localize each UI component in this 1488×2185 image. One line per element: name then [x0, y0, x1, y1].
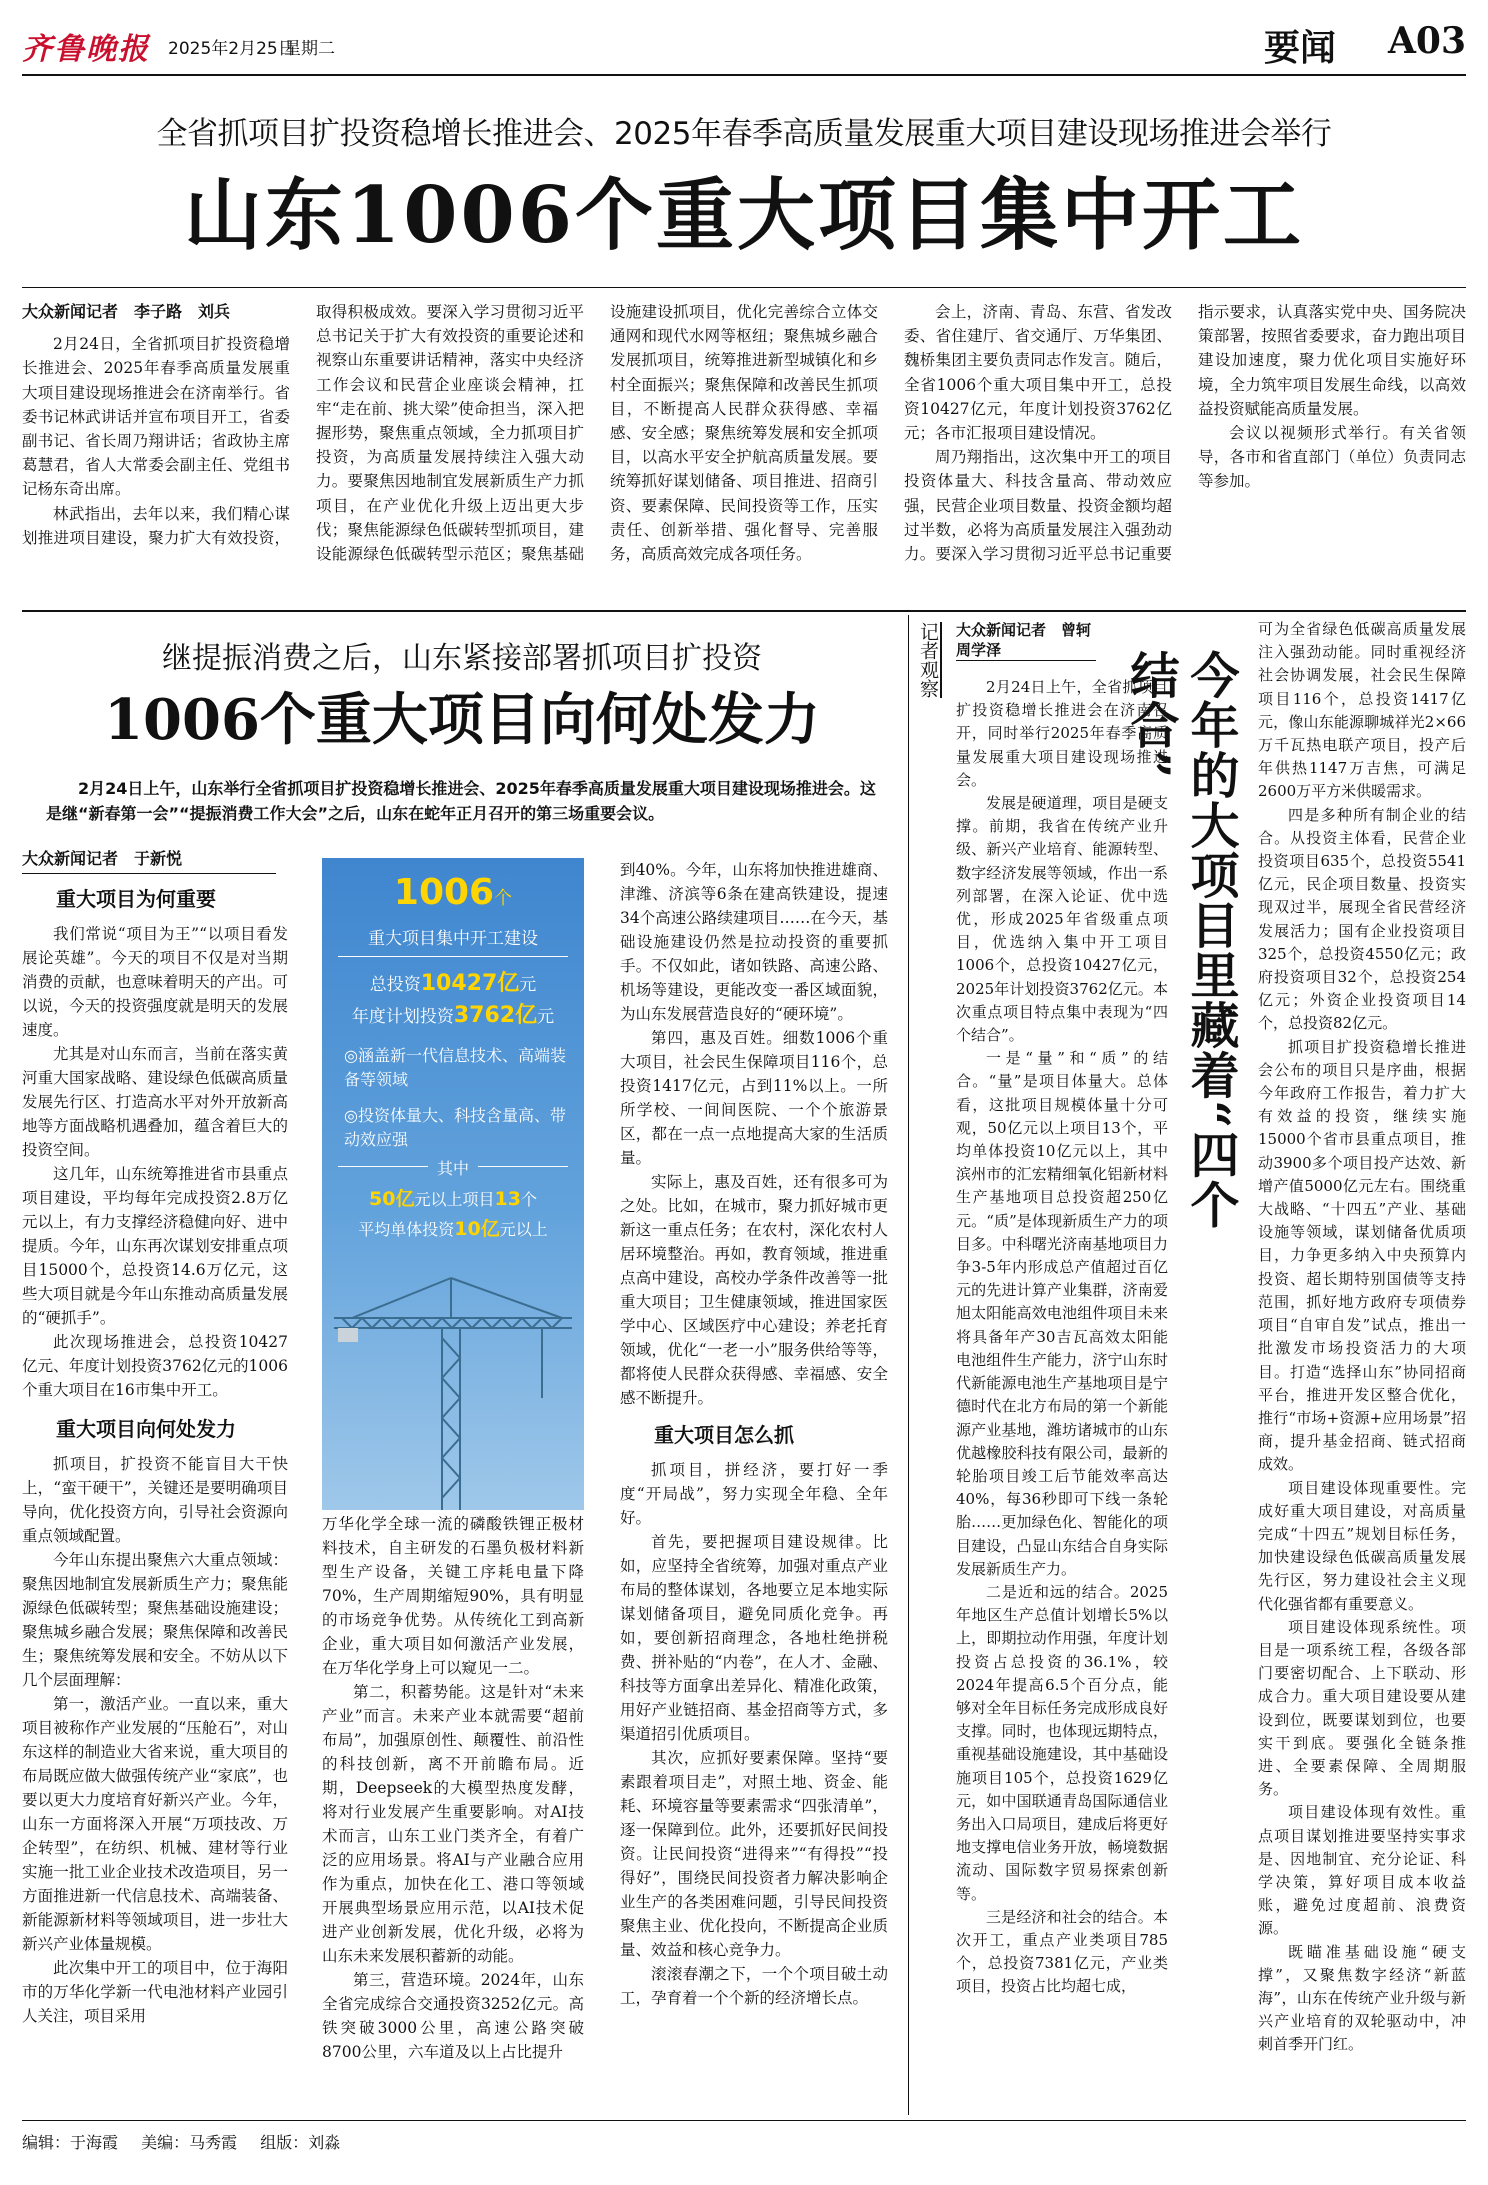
- feature-paragraph: 尤其是对山东而言，当前在落实黄河重大国家战略、建设绿色低碳高质量发展先行区、打造高水平对外开放新高地等方面战略机遇叠加，蕴含着巨大的投资空间。: [22, 1045, 288, 1159]
- sidebar-paragraph: 项目建设体现重要性。完成好重大项目建设，对高质量完成“十四五”规划目标任务，加快建设绿色低碳高质量发展先行区，努力建设社会主义现代化强省都有重要意义。: [1258, 1478, 1466, 1613]
- feature-paragraph: 这几年，山东统筹推进省市县重点项目建设，平均每年完成投资2.8万亿元以上，有力支撑经济稳健向好、进中提质。今年，山东再次谋划安排重点项目15000个，总投资14.6万亿元，这些大项目就是今年山东推动高质量发展的“硬抓手”。: [22, 1165, 288, 1327]
- lead-byline: 大众新闻记者 李子路 刘兵: [22, 302, 231, 321]
- feature-subhead: 重大项目为何重要: [56, 887, 216, 911]
- sidebar-paragraph: 2月24日上午，全省抓项目扩投资稳增长推进会在济南召开，同时举行2025年春季高质量发展重大项目建设现场推进会。: [956, 678, 1168, 789]
- annual-investment-prefix: 年度计划投资: [351, 1007, 454, 1027]
- feature-paragraph: 此次集中开工的项目中，位于海阳市的万华化学新一代电池材料产业园引人关注，项目采用: [22, 1959, 288, 2025]
- feature-paragraph: 第三，营造环境。2024年，山东全省完成综合交通投资3252亿元。高铁突破3000公里，高速公路突破8700公里，六车道及以上占比提升: [322, 1971, 584, 2061]
- footer-art: 美编：马秀霞: [141, 2133, 238, 2152]
- large-project-count: 13: [494, 1188, 521, 1210]
- sidebar-column-1: [956, 676, 1168, 2112]
- feature-column-1: [22, 880, 288, 2110]
- feature-paragraph: 第四，惠及百姓。细数1006个重大项目，社会民生保障项目116个，总投资1417亿元，占到11%以上。一所所学校、一间间医院、一个个旅游景区，都在一点一点地提高大家的生活质量。: [620, 1029, 888, 1167]
- feature-paragraph: 我们常说“项目为王”“以项目看发展论英雄”。今天的项目不仅是对当期消费的贡献，也意味着明天的产出。可以说，今天的投资强度就是明天的发展速度。: [22, 925, 288, 1039]
- feature-paragraph: 第一，激活产业。一直以来，重大项目被称作产业发展的“压舱石”，对山东这样的制造业大省来说，重大项目的布局既应做大做强传统产业“家底”，也要以更大力度培育好新兴产业。今年，山东一方面将深入开展“万项技改、万企转型”，在纺织、机械、建材等行业实施一批工业企业技术改造项目，另一方面推进新一代信息技术、高端装备、新能源新材料等领域项目，进一步壮大新兴产业体量规模。: [22, 1695, 288, 1953]
- total-investment-value: 10427亿: [420, 971, 520, 996]
- total-investment-prefix: 总投资: [369, 975, 421, 995]
- feature-column-2: [322, 1512, 584, 2112]
- sidebar-paragraph: 项目建设体现系统性。项目是一项系统工程，各级各部门要密切配合、上下联动、形成合力。重大项目建设要从建设到位，既要谋划到位，也要实干到底。要强化全链条推进、全要素保障、全周期服务。: [1258, 1617, 1466, 1799]
- masthead: [22, 14, 1466, 76]
- sidebar-paragraph: 抓项目扩投资稳增长推进会公布的项目只是序曲，根据今年政府工作报告，着力扩大有效益的投资，继续实施15000个省市县重点项目，推动3900多个项目投产达效、新增产值5000亿元左右。围绕重大战略、“十四五”产业、基础设施等领域，谋划储备优质项目，力争更多纳入中央预算内投资、超长期特别国债等支持范围，抓好地方政府专项债券项目“自审自发”试点，推出一批激发市场投资活力的大项目。打造“选择山东”协同招商平台，推进开发区整合优化，推行“市场+资源+应用场景”招商，提升基金招商、链式招商成效。: [1258, 1037, 1466, 1474]
- sidebar-paragraph: 可为全省绿色低碳高质量发展注入强劲动能。同时重视经济社会协调发展，社会民生保障项目116个，总投资1417亿元，像山东能源聊城祥光2×66万千瓦热电联产项目，投产后年供热1147万吉焦，可满足2600万平方米供暖需求。: [1258, 620, 1466, 801]
- feature-paragraph: 此次现场推进会，总投资10427亿元、年度计划投资3762亿元的1006个重大项目在16市集中开工。: [22, 1333, 288, 1399]
- lead-paragraph: 2月24日，全省抓项目扩投资稳增长推进会、2025年春季高质量发展重大项目建设现场推进会在济南举行。省委书记林武讲话并宣布项目开工，省委副书记、省长周乃翔讲话；省政协主席葛慧君，省人大常委会副主任、党组书记杨东奇出席。: [22, 335, 290, 499]
- issue-date: 2025年2月25日: [168, 39, 295, 59]
- sidebar-headline: 今年的大项目里藏着“四个结合”: [1123, 650, 1241, 1230]
- infobox-bullet: ◎涵盖新一代信息技术、高端装备等领域: [344, 1046, 566, 1089]
- sidebar-byline: 大众新闻记者 曾轲 周学泽: [956, 621, 1107, 659]
- sidebar-paragraph: 三是经济和社会的结合。本次开工，重点产业类项目785个，总投资7381亿元，产业类项目，投资占比均超七成，: [956, 1907, 1168, 1996]
- large-project-text: 元以上项目: [414, 1190, 495, 1209]
- annual-investment-unit: 元: [537, 1007, 555, 1027]
- project-count-label: 重大项目集中开工建设: [368, 929, 538, 949]
- newspaper-logo: 齐鲁晚报: [22, 32, 150, 67]
- large-project-threshold: 50亿: [369, 1188, 415, 1210]
- infographic-panel: [322, 858, 584, 1510]
- feature-paragraph: 到40%。今年，山东将加快推进雄商、津潍、济滨等6条在建高铁建设，提速34个高速公路续建项目……在今天，基础设施建设仍然是拉动投资的重要抓手。不仅如此，诸如铁路、高速公路、机场等建设，更能改变一番区域面貌，为山东发展营造良好的“硬环境”。: [620, 861, 888, 1023]
- feature-paragraph: 抓项目，拼经济，要打好一季度“开局战”，努力实现全年稳、全年好。: [620, 1461, 888, 1527]
- footer-layout: 组版：刘淼: [260, 2133, 341, 2152]
- lead-paragraph: 林武指出，去年以来，我们精心谋划推进项目建设，聚力扩大有效投资，取得积极成效。要深入学习贯彻习近平总书记关于扩大有效投资的重要论述和视察山东重要讲话精神，落实中央经济工作会议和民营企业座谈会精神，扛牢“走在前、挑大梁”使命担当，深入把握形势，聚焦重点领域，全力抓项目扩投资，为高质量发展持续注入强大动力。要聚焦因地制宜发展新质生产力抓项目，在产业优化升级上迈出更大步伐；聚焦能源绿色低碳转型抓项目，建设能源绿色低碳转型示范区；聚焦基础设施建设抓项目，优化完善综合立体交通网和现代水网等枢纽；聚焦城乡融合发展抓项目，统筹推进新型城镇化和乡村全面振兴；聚焦保障和改善民生抓项目，不断提高人民群众获得感、幸福感、安全感；聚焦统筹发展和安全抓项目，以高水平安全护航高质量发展。要统筹抓好谋划储备、项目推进、招商引资、要素保障、民间投资等工作，压实责任、创新举措、强化督导、完善服务，高质高效完成各项任务。: [22, 303, 878, 564]
- lead-paragraph: 会上，济南、青岛、东营、省发改委、省住建厅、省交通厅、万华集团、魏桥集团主要负责同志作发言。随后，全省1006个重大项目集中开工，总投资10427亿元，年度计划投资3762亿元；各市汇报项目建设情况。: [904, 303, 1172, 443]
- feature-byline: 大众新闻记者 于新悦: [22, 846, 276, 874]
- avg-investment-unit: 元以上: [499, 1220, 548, 1239]
- total-investment-unit: 元: [519, 975, 537, 995]
- feature-paragraph: 滚滚春潮之下，一个个项目破土动工，孕育着一个个新的经济增长点。: [620, 1965, 888, 2007]
- feature-kicker: 继提振消费之后，山东紧接部署抓项目扩投资: [162, 641, 762, 676]
- lead-paragraph: 周乃翔指出，这次集中开工的项目投资体量大、科技含量高、带动效应强，民营企业项目数量、投资金额均超过半数，必将为高质量发展注入强劲动力。要深入学习贯彻习近平总书记重要指示要求，认真落实党中央、国务院决策部署，按照省委要求，奋力跑出项目建设加速度，聚力优化项目实施好环境，全力筑牢项目发展生命线，以高效益投资赋能高质量发展。: [904, 303, 1466, 564]
- footer-rule: [22, 2120, 1466, 2121]
- page-number: A03: [1387, 20, 1466, 62]
- footer-credits: [22, 2130, 340, 2153]
- feature-paragraph: 今年山东提出聚焦六大重点领域：聚焦因地制宜发展新质生产力；聚焦能源绿色低碳转型；聚焦基础设施建设；聚焦城乡融合发展；聚焦保障和改善民生；聚焦统筹发展和安全。不妨从以下几个层面理解：: [22, 1551, 288, 1689]
- avg-investment-text: 平均单体投资: [358, 1220, 455, 1239]
- feature-paragraph: 实际上，惠及百姓，还有很多可为之处。比如，在城市，聚力抓好城市更新这一重点任务；在农村，深化农村人居环境整治。再如，教育领域，推进重点高中建设，高校办学条件改善等一批重大项目；卫生健康领域，推进国家医学中心、区域医疗中心建设；养老托育领域，优化“一老一小”服务供给等等，都将使人民群众获得感、幸福感、安全感不断提升。: [620, 1173, 888, 1407]
- feature-paragraph: 抓项目，扩投资不能盲目大干快上，“蛮干硬干”，关键还是要明确项目导向，优化投资方向，引导社会资源向重点领域配置。: [22, 1455, 288, 1545]
- feature-paragraph: 首先，要把握项目建设规律。比如，应坚持全省统筹，加强对重点产业布局的整体谋划，各地要立足本地实际谋划储备项目，避免同质化竞争。再如，要创新招商理念，各地杜绝拼税费、拼补贴的“内卷”，在人才、金融、科技等方面拿出差异化、精准化政策，用好产业链招商、基金招商等方式，多渠道招引优质项目。: [620, 1533, 888, 1743]
- sidebar-paragraph: 既瞄准基础设施“硬支撑”，又聚焦数字经济“新蓝海”，山东在传统产业升级与新兴产业培育的双轮驱动中，冲刺首季开门红。: [1258, 1942, 1466, 2054]
- lead-paragraph: 会议以视频形式举行。有关省领导，各市和省直部门（单位）负责同志等参加。: [1198, 424, 1466, 491]
- lead-kicker: 全省抓项目扩投资稳增长推进会、2025年春季高质量发展重大项目建设现场推进会举行: [156, 116, 1332, 152]
- sidebar-column-2: [1258, 618, 1466, 2112]
- feature-headline: 1006个重大项目向何处发力: [104, 687, 820, 753]
- feature-column-3: [620, 858, 888, 2112]
- large-project-unit: 个: [520, 1190, 537, 1209]
- feature-paragraph: 其次，应抓好要素保障。坚持“要素跟着项目走”，对照土地、资金、能耗、环境容量等要素需求“四张清单”，逐一保障到位。此外，还要抓好民间投资。让民间投资“进得来”“有得投”“投得好”，围绕民间投资者力解决影响企业生产的各类困难问题，引导民间投资聚焦主业、优化投向，不断提高企业质量、效益和核心竞争力。: [620, 1749, 888, 1959]
- lead-top-rule: [22, 287, 1466, 288]
- avg-investment-value: 10亿: [454, 1218, 500, 1240]
- sidebar-paragraph: 二是近和远的结合。2025年地区生产总值计划增长5%以上，即期拉动作用强，年度计划投资占总投资的36.1%，较2024年提高6.5个百分点，能够对全年目标任务完成形成良好支撑。同时，也体现远期特点，重视基础设施建设，其中基础设施项目105个，总投资1629亿元，如中国联通青岛国际通信业务出入口局项目，建成后将更好地支撑电信业务开放，畅境数据流动、国际数字贸易探索创新等。: [956, 1582, 1168, 1903]
- issue-weekday: 星期二: [284, 39, 335, 59]
- feature-intro: 2月24日上午，山东举行全省抓项目扩投资稳增长推进会、2025年春季高质量发展重大项目建设现场推进会。这是继“新春第一会”“提振消费工作大会”之后，山东在蛇年正月召开的第三场重要会议。: [46, 779, 876, 823]
- lead-headline: 山东1006个重大项目集中开工: [183, 170, 1305, 261]
- infobox-bullet: ◎投资体量大、科技含量高、带动效应强: [344, 1106, 566, 1149]
- feature-subhead: 重大项目向何处发力: [56, 1417, 236, 1441]
- feature-paragraph: 第二，积蓄势能。这是针对“未来产业”而言。未来产业本就需要“超前布局”，加强原创性、颠覆性、前沿性的科技创新，离不开前瞻布局。近期，Deepseek的大模型热度发酵，将对行业发展产生重要影响。对AI技术而言，山东工业门类齐全，有着广泛的应用场景。将AI与产业融合应用作为重点，加快在化工、港口等领域开展典型场景应用示范，以AI技术促进产业创新发展，优化升级，必将为山东未来发展积蓄新的动能。: [322, 1683, 584, 1965]
- tower-crane-photo: [322, 1248, 584, 1510]
- sidebar-paragraph: 一是“量”和“质”的结合。“量”是项目体量大。总体看，这批项目规模体量十分可观，50亿元以上项目13个，平均单体投资10亿元以上，其中滨州市的汇宏精细氧化铝新材料生产基地项目总投资超250亿元。“质”是体现新质生产力的项目多。中科曙光济南基地项目力争3-5年内形成总产值超过百亿元的先进计算产业集群，济南爱旭太阳能高效电池组件项目未来将具备年产30吉瓦高效太阳能电池组件生产能力，济宁山东时代新能源电池生产基地项目是宁德时代在北方布局的第一个新能源产业基地，潍坊诸城市的山东优越橡胶科技有限公司，最新的轮胎项目竣工后节能效率高达40%，每36秒即可下线一条轮胎……更加绿色化、智能化的项目建设，凸显山东结合自身实际发展新质生产力。: [956, 1049, 1168, 1578]
- sidebar-paragraph: 四是多种所有制企业的结合。从投资主体看，民营企业投资项目635个，总投资5541亿元，民企项目数量、投资实现双过半，展现全省民营经济发展活力；国有企业投资项目325个，总投资4550亿元；政府投资项目32个，总投资254亿元；外资企业投资项目14个，总投资82亿元。: [1258, 805, 1466, 1033]
- feature-paragraph: 万华化学全球一流的磷酸铁锂正极材料技术，自主研发的石墨负极材料新型生产设备，关键工序耗电量下降70%，生产周期缩短90%，具有明显的市场竞争优势。从传统化工到高新企业，重大项目如何激活产业发展，在万华化学身上可以窥见一二。: [322, 1515, 584, 1677]
- lead-body: [22, 300, 1466, 605]
- lead-bottom-rule: [22, 610, 1466, 612]
- sidebar-paragraph: 项目建设体现有效性。重点项目谋划推进要坚持实事求是、因地制宜、充分论证、科学决策，算好项目成本收益账，避免过度超前、浪费资源。: [1258, 1803, 1466, 1938]
- sidebar-divider: [908, 615, 909, 2115]
- project-count: 1006: [393, 872, 495, 913]
- project-count-unit: 个: [494, 888, 513, 909]
- annual-investment-value: 3762亿: [453, 1003, 538, 1028]
- sidebar-label: 记者观察: [918, 622, 942, 698]
- infobox-divider-label: 其中: [436, 1159, 469, 1178]
- sidebar-paragraph: 发展是硬道理，项目是硬支撑。前期，我省在传统产业升级、新兴产业培育、能源转型、数字经济发展等领域，作出一系列部署，在深入论证、优中选优，形成2025年省级重点项目，优选纳入集中开工项目1006个，总投资10427亿元，2025年计划投资3762亿元。本次重点项目特点集中表现为“四个结合”。: [956, 794, 1168, 1045]
- section-name: 要闻: [1263, 27, 1336, 69]
- feature-subhead: 重大项目怎么抓: [654, 1423, 794, 1447]
- crane-counterweight: [338, 1328, 358, 1342]
- footer-editor: 编辑：于海霞: [22, 2133, 119, 2152]
